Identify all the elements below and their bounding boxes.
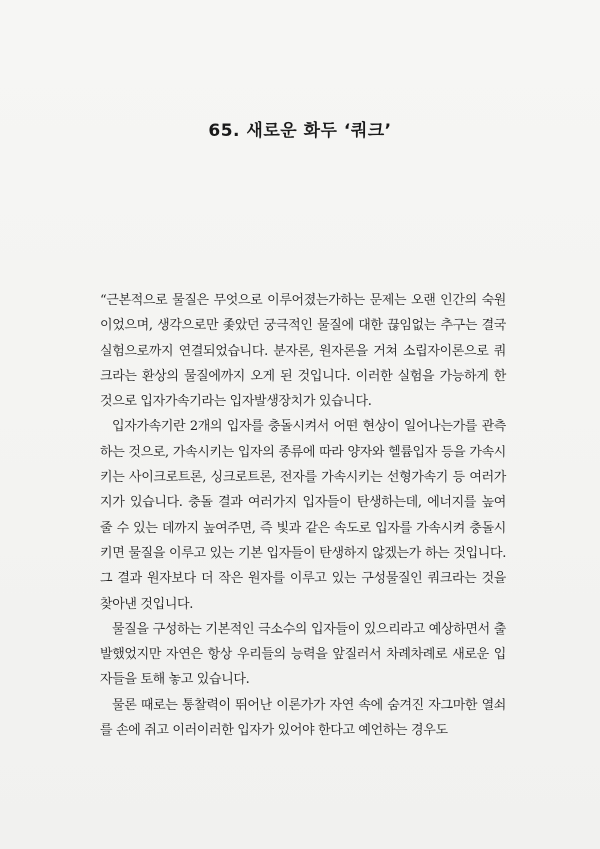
- paragraph-2: 입자가속기란 2개의 입자를 충돌시켜서 어떤 현상이 일어나는가를 관측하는 것으로, 가속시키는 입자의 종류에 따라 양자와 헬륨입자 등을 가속시키는 사이크로트론, 싱크로트론, 전자를 가속시키는 선형가속기 등 여러가지가 있습니다. 충돌 결과 여러가지 입자들이 탄생하는데, 에너지를 높여 줄 수 있는 데까지 높여주면, 즉 빛과 같은 속도로 입자를 가속시켜 충돌시키면 물질을 이루고 있는 기본 입자들이 탄생하지 않겠는가 하는 것입니다. 그 결과 원자보다 더 작은 원자를 이루고 있는 구성물질인 쿼크라는 것을 찾아낸 것입니다.: [100, 419, 506, 612]
- body-text: [100, 288, 506, 743]
- paragraph-1: “근본적으로 물질은 무엇으로 이루어졌는가하는 문제는 오랜 인간의 숙원이었으며, 생각으로만 좇았던 궁극적인 물질에 대한 끊임없는 추구는 결국 실험으로까지 연결되었습니다. 분자론, 원자론을 거쳐 소립자이론으로 쿼크라는 환상의 물질에까지 오게 된 것입니다. 이러한 실험을 가능하게 한 것으로 입자가속기라는 입자발생장치가 있습니다.: [100, 293, 506, 410]
- paragraph-3: 물질을 구성하는 기본적인 극소수의 입자들이 있으리라고 예상하면서 출발했었지만 자연은 항상 우리들의 능력을 앞질러서 차례차례로 새로운 입자들을 토해 놓고 있습니다.: [100, 621, 506, 688]
- paragraph-4: 물론 때로는 통찰력이 뛰어난 이론가가 자연 속에 숨겨진 자그마한 열쇠를 손에 쥐고 이러이러한 입자가 있어야 한다고 예언하는 경우도: [100, 697, 506, 739]
- chapter-title: 65. 새로운 화두 ‘쿼크’: [208, 121, 392, 141]
